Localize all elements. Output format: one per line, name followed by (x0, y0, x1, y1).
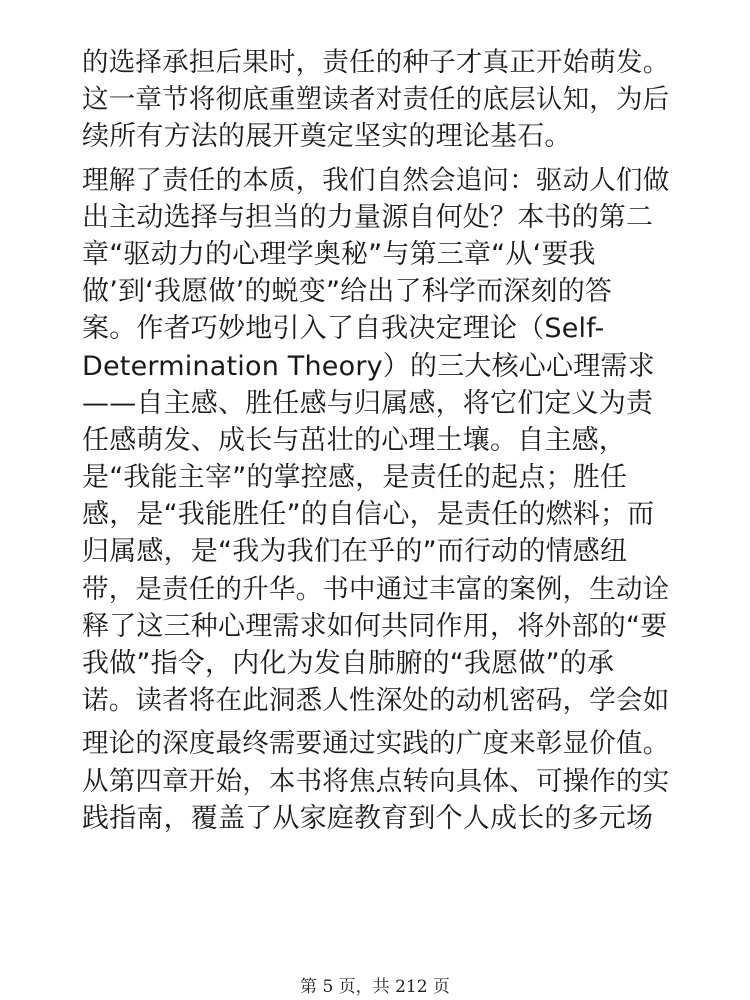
text-line: 这一章节将彻底重塑读者对责任的底层认知，为后 (82, 84, 670, 116)
body-text (82, 44, 672, 837)
text-line: 归属感，是“我为我们在乎的”而行动的情感纽 (82, 536, 628, 568)
text-line: Determination Theory）的三大核心心理需求 (82, 350, 655, 382)
text-line: 做’到‘我愿做’的蜕变”给出了科学而深刻的答 (82, 276, 613, 308)
text-line: 我做”指令，内化为发自肺腑的“我愿做”的承 (82, 648, 615, 679)
text-line: 的选择承担后果时，责任的种子才真正开始萌发。 (82, 47, 670, 78)
text-line: 带，是责任的升华。书中通过丰富的案例，生动诠 (82, 573, 670, 605)
text-line: 任感萌发、成长与茁壮的心理土壤。自主感， (82, 424, 626, 456)
text-line: 是“我能主宰”的掌控感，是责任的起点；胜任 (82, 462, 628, 494)
paragraph (82, 725, 672, 837)
paragraph (82, 162, 672, 720)
text-line: 章“驱动力的心理学奥秘”与第三章“从‘要我 (82, 238, 596, 270)
text-line: 续所有方法的展开奠定坚实的理论基石。 (82, 121, 572, 153)
text-line: 从第四章开始，本书将焦点转向具体、可操作的实 (82, 765, 670, 797)
text-line: 释了这三种心理需求如何共同作用，将外部的“要 (82, 610, 668, 642)
text-line: ——自主感、胜任感与归属感，将它们定义为责 (82, 387, 654, 419)
text-line: 感，是“我能胜任”的自信心，是责任的燃料；而 (82, 499, 655, 531)
text-line: 理论的深度最终需要通过实践的广度来彰显价值。 (82, 728, 670, 760)
text-line: 出主动选择与担当的力量源自何处？本书的第二 (82, 201, 654, 233)
paragraph (82, 44, 672, 156)
text-line: 案。作者巧妙地引入了自我决定理论（Self- (82, 313, 605, 345)
text-line: 践指南，覆盖了从家庭教育到个人成长的多元场 (82, 802, 654, 834)
text-line: 诺。读者将在此洞悉人性深处的动机密码，学会如 (82, 685, 670, 717)
text-line: 理解了责任的本质，我们自然会追问：驱动人们做 (82, 164, 670, 196)
page-number-footer: 第 5 页，共 212 页 (300, 977, 450, 997)
